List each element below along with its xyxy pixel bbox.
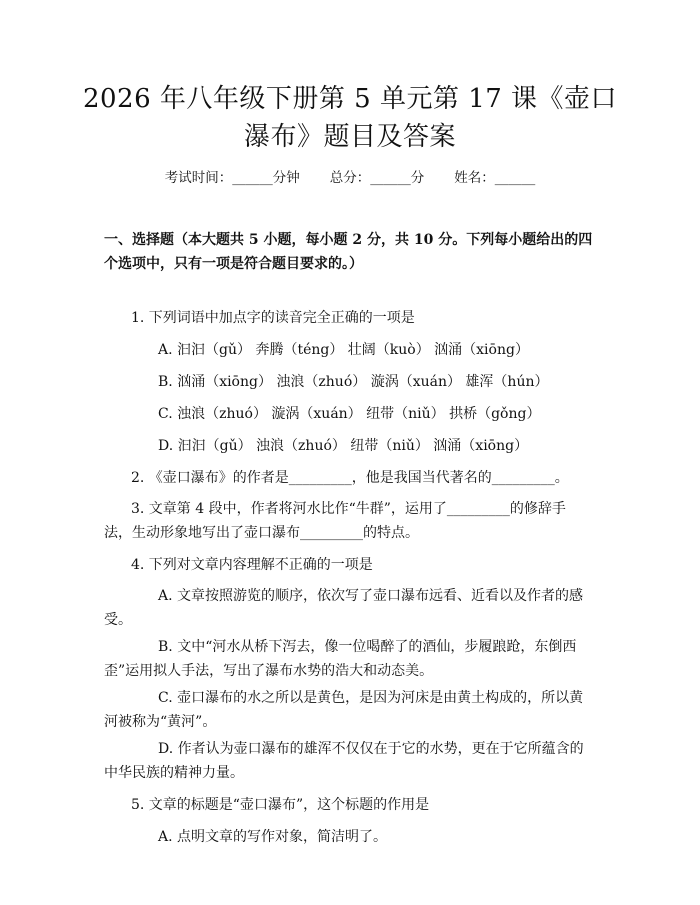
- exam-info: [0, 168, 700, 188]
- question-5-stem: 5. 文章的标题是“壶口瀑布”，这个标题的作用是: [131, 797, 430, 813]
- question-4-option-b: B. 文中“河水从桥下泻去，像一位喝醉了的酒仙，步履踉跄，东倒西歪”运用拟人手法，写出了瀑布水势的浩大和动态美。: [104, 639, 577, 679]
- question-1-option-a: A. 汩汩（gǔ） 奔腾（téng） 壮阔（kuò） 汹涌（xiōng）: [158, 342, 529, 358]
- question-3-stem: 3. 文章第 4 段中，作者将河水比作“牛群”，运用了_________的修辞手法，生动形象地写出了壶口瀑布_________的特点。: [104, 501, 566, 541]
- question-4-option-a: A. 文章按照游览的顺序，依次写了壶口瀑布远看、近看以及作者的感受。: [104, 588, 584, 628]
- question-4-stem: 4. 下列对文章内容理解不正确的一项是: [131, 557, 373, 573]
- question-1-option-c: C. 浊浪（zhuó） 漩涡（xuán） 纽带（niǔ） 拱桥（gǒng）: [158, 406, 541, 422]
- question-5-option-a: A. 点明文章的写作对象，简洁明了。: [158, 829, 388, 845]
- question-4-option-d: D. 作者认为壶口瀑布的雄浑不仅仅在于它的水势，更在于它所蕴含的中华民族的精神力量。: [104, 741, 584, 781]
- question-1-stem: 1. 下列词语中加点字的读音完全正确的一项是: [131, 310, 415, 326]
- total-score-field: 总分：______分: [329, 170, 425, 186]
- question-1-option-d: D. 汩汩（gǔ） 浊浪（zhuó） 纽带（niǔ） 汹涌（xiōng）: [158, 438, 529, 454]
- section-heading-multiple-choice: 一、选择题（本大题共 5 小题，每小题 2 分，共 10 分。下列每小题给出的四个选项中，只有一项是符合题目要求的。）: [104, 232, 593, 272]
- question-1-option-b: B. 汹涌（xiōng） 浊浪（zhuó） 漩涡（xuán） 雄浑（hún）: [158, 374, 549, 390]
- question-4-option-c: C. 壶口瀑布的水之所以是黄色，是因为河床是由黄土构成的，所以黄河被称为“黄河”。: [104, 690, 584, 730]
- question-2-stem: 2. 《壶口瀑布》的作者是_________，他是我国当代著名的_________。: [131, 470, 569, 486]
- exam-time-field: 考试时间：______分钟: [164, 170, 300, 186]
- document-title-line-1: 2026 年八年级下册第 5 单元第 17 课《壶口: [82, 84, 618, 114]
- document-title-line-2: 瀑布》题目及答案: [243, 122, 456, 152]
- student-name-field: 姓名：______: [454, 170, 536, 186]
